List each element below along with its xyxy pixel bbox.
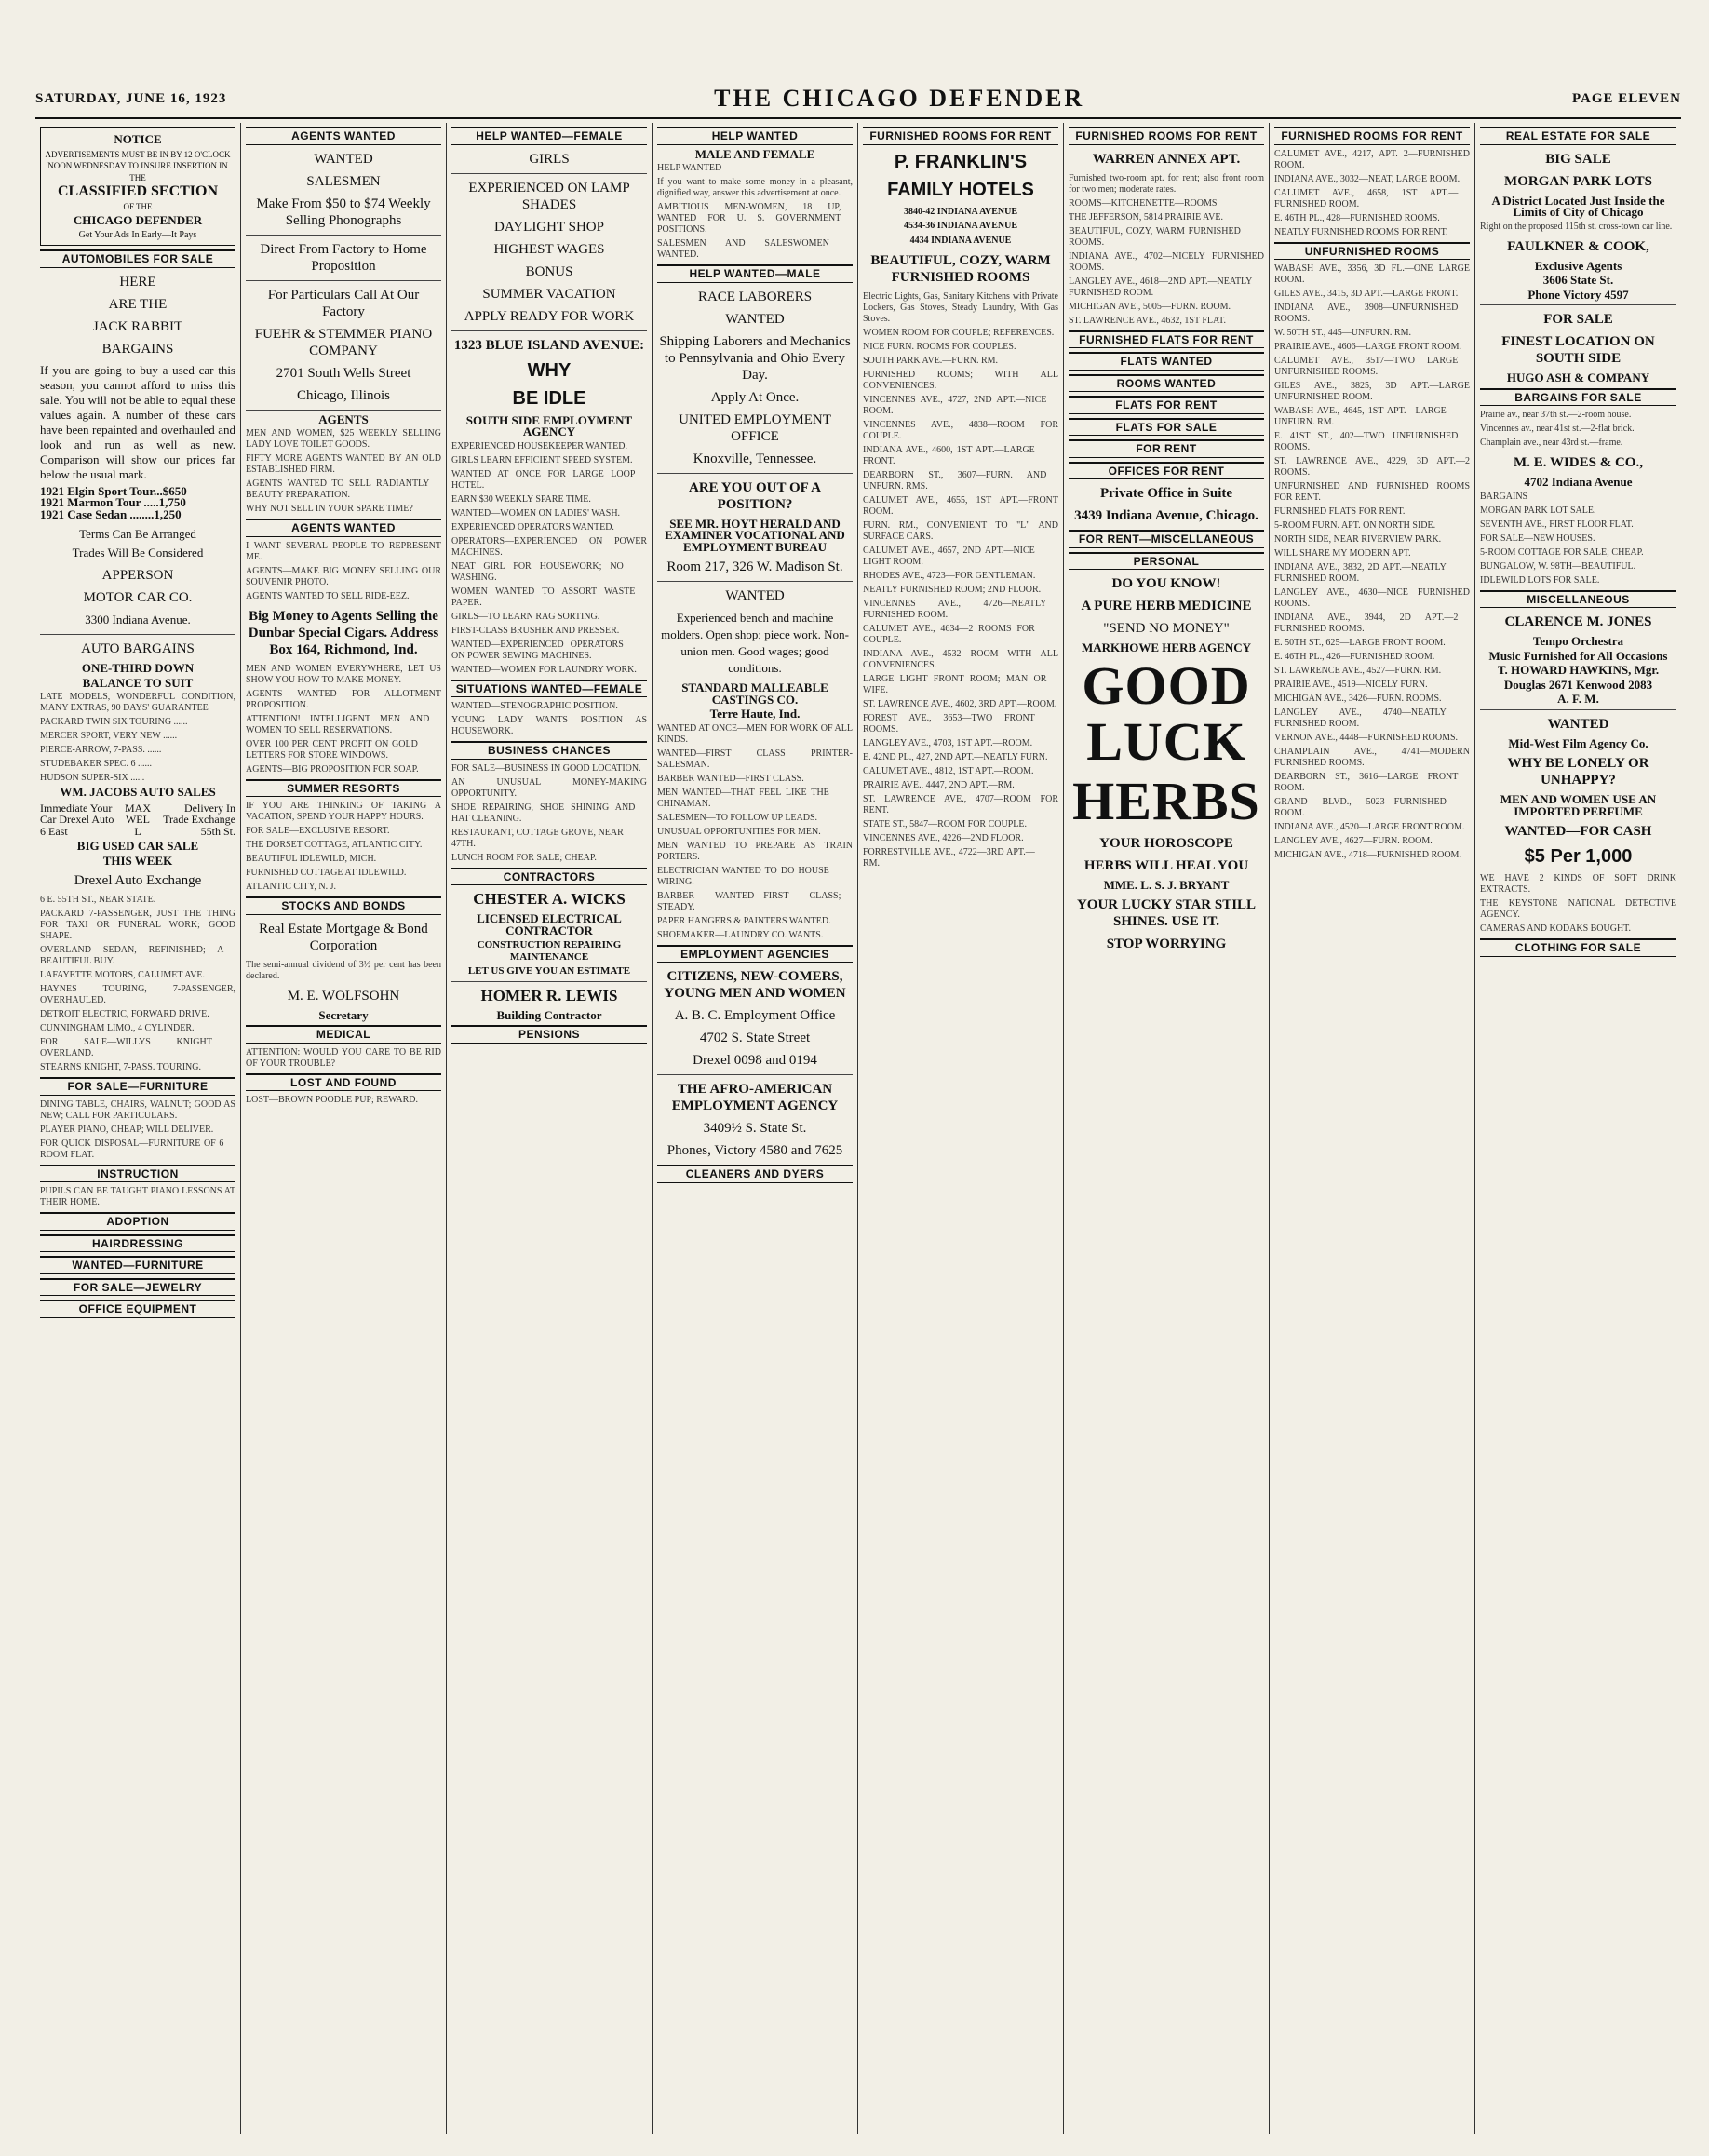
afro-american-agency: THE AFRO-AMERICAN EMPLOYMENT AGENCY (671, 1082, 839, 1113)
terre-haute: Terre Haute, Ind. (709, 707, 801, 721)
section-header-office: OFFICE EQUIPMENT (40, 1300, 235, 1318)
fuehr-city: Chicago, Illinois (297, 387, 390, 403)
franklin-addr-1: 3840-42 INDIANA AVENUE (903, 206, 1018, 217)
section-header-business: BUSINESS CHANCES (451, 741, 647, 760)
wanted-cash: WANTED—FOR CASH (1504, 824, 1652, 839)
good-luck: GOOD LUCK (1082, 654, 1251, 772)
wolfsohn: M. E. WOLFSOHN (287, 988, 400, 1004)
filler-text: IF YOU ARE THINKING OF TAKING A VACATION, SPEND YOUR HAPPY HOURS. FOR SALE—EXCLUSIVE RESORT. THE DORSET COTTAGE, ATLANTIC CITY. BEAUTIFUL IDLEWILD, MICH. FURNISHED COTTAGE AT IDLEWILD. ATLANTIC CITY, N. J. (246, 801, 441, 892)
hugo-ash: HUGO ASH & COMPANY (1506, 371, 1650, 384)
section-header-flats-wanted: FLATS WANTED (1069, 352, 1264, 371)
united-office: UNITED EMPLOYMENT OFFICE (679, 411, 831, 444)
filler-text: I WANT SEVERAL PEOPLE TO REPRESENT ME. AGENTS—MAKE BIG MONEY SELLING OUR SOUVENIR PHOTO. AGENTS WANTED TO SELL RIDE-EEZ. (246, 540, 441, 601)
secretary: Secretary (318, 1007, 369, 1022)
section-header-agents-2: AGENTS WANTED (246, 519, 441, 537)
notice-tagline: Get Your Ads In Early—It Pays (78, 229, 197, 240)
filler-text: DINING TABLE, CHAIRS, WALNUT; GOOD AS NEW; CALL FOR PARTICULARS. PLAYER PIANO, CHEAP; WILL DELIVER. FOR QUICK DISPOSAL—FURNITURE OF 6 ROOM FLAT. (40, 1098, 235, 1160)
wicks-services: CONSTRUCTION REPAIRING MAINTENANCE (477, 939, 622, 963)
filler-text: WANTED AT ONCE—MEN FOR WORK OF ALL KINDS. WANTED—FIRST CLASS PRINTER-SALESMAN. BARBER WANTED—FIRST CLASS. MEN WANTED—THAT FEEL LIKE THE CHINAMAN. SALESMEN—TO FOLLOW UP LEADS. UNUSUAL OPPORTUNITIES FOR MEN. MEN WANTED TO PREPARE AS TRAIN PORTERS. ELECTRICIAN WANTED TO DO HOUSE WIRING. BARBER WANTED—FIRST CLASS; STEADY. PAPER HANGERS & PAINTERS WANTED. SHOEMAKER—LAUNDRY CO. WANTS. (657, 722, 853, 940)
abc-address: 4702 S. State Street (699, 1031, 811, 1045)
afro-address: 3409½ S. State St. (703, 1121, 807, 1136)
jr-line2: ARE THE (108, 296, 168, 312)
filler-text: WE HAVE 2 KINDS OF SOFT DRINK EXTRACTS. THE KEYSTONE NATIONAL DETECTIVE AGENCY. CAMERAS AND KODAKS BOUGHT. (1480, 873, 1676, 934)
filler-text: MEN AND WOMEN EVERYWHERE, LET US SHOW YOU HOW TO MAKE MONEY. AGENTS WANTED FOR ALLOTMENT PROPOSITION. ATTENTION! INTELLIGENT MEN AND WOMEN TO SELL RESERVATIONS. OVER 100 PER CENT PROFIT ON GOLD LETTERS FOR STORE WINDOWS. AGENTS—BIG PROPOSITION FOR SOAP. (246, 663, 441, 775)
wides-address: 4702 Indiana Avenue (1524, 475, 1633, 489)
terms-2: Trades Will Be Considered (72, 546, 204, 559)
exclusive-agents: Exclusive Agents (1534, 258, 1622, 273)
citizens: CITIZENS, NEW-COMERS, YOUNG MEN AND WOMEN (664, 969, 846, 1001)
lucky-star: YOUR LUCKY STAR STILL SHINES. USE IT. (1076, 897, 1257, 929)
section-header-real-estate: REAL ESTATE FOR SALE (1480, 127, 1676, 145)
faulkner-cook: FAULKNER & COOK, (1507, 238, 1649, 254)
herbs: HERBS (1072, 770, 1260, 831)
bonus: BONUS (525, 263, 573, 279)
for-sale: FOR SALE (1543, 312, 1613, 327)
franklin-hotels: FAMILY HOTELS (887, 179, 1034, 200)
section-header-adoption: ADOPTION (40, 1212, 235, 1231)
filler-text: HELP WANTED If you want to make some money in a pleasant, dignified way, answer this advertisement at once. AMBITIOUS MEN-WOMEN, 18 UP, WANTED FOR U. S. GOVERNMENT POSITIONS. SALESMEN AND SALESWOMEN WANTED. (657, 163, 853, 260)
column-6 (1064, 123, 1270, 2134)
section-header-cleaners: CLEANERS AND DYERS (657, 1165, 853, 1183)
section-header-wanted-furniture: WANTED—FURNITURE (40, 1256, 235, 1274)
afm: A. F. M. (1557, 692, 1599, 706)
jacobs-auto: WM. JACOBS AUTO SALES (60, 785, 216, 799)
particulars: For Particulars Call At Our Factory (267, 287, 420, 319)
experienced: EXPERIENCED ON LAMP SHADES (468, 180, 630, 212)
notice-classified: CLASSIFIED SECTION (57, 183, 219, 199)
section-header-female: HELP WANTED—FEMALE (451, 127, 647, 145)
section-header-flats-rent: FLATS FOR RENT (1069, 396, 1264, 414)
car-2: 1921 Marmon Tour .....1,750 (40, 495, 186, 509)
section-header-automobiles: AUTOMOBILES FOR SALE (40, 249, 235, 268)
bench-molders: Experienced bench and machine molders. Open shop; piece work. Non-union men. Good wages; good conditions. (661, 611, 849, 675)
filler-text: BARGAINS MORGAN PARK LOT SALE. SEVENTH AVE., FIRST FLOOR FLAT. FOR SALE—NEW HOUSES. 5-ROOM COTTAGE FOR SALE; CHEAP. BUNGALOW, W. 98TH—BEAUTIFUL. IDLEWILD LOTS FOR SALE. (1480, 491, 1644, 586)
phones-douglas: Douglas 2671 Kenwood 2083 (1503, 677, 1653, 692)
maxwell-left: Immediate Your Car Drexel Auto 6 East (40, 801, 114, 838)
fuehr-stemmer: FUEHR & STEMMER PIANO COMPANY (254, 326, 433, 358)
wicks-estimate: LET US GIVE YOU AN ESTIMATE (467, 965, 631, 977)
section-header-for-rent: FOR RENT (1069, 439, 1264, 458)
classified-columns (35, 123, 1681, 2134)
section-header-clothing: CLOTHING FOR SALE (1480, 938, 1676, 957)
south-side-agency: SOUTH SIDE EMPLOYMENT AGENCY (465, 412, 633, 438)
faulkner-address: 3606 State St. (1542, 273, 1614, 287)
filler-text: CALUMET AVE., 4217, APT. 2—FURNISHED ROOM. INDIANA AVE., 3032—NEAT, LARGE ROOM. CALUMET AVE., 4658, 1ST APT.—FURNISHED ROOM. E. 46TH PL., 428—FURNISHED ROOMS. NEATLY FURNISHED ROOMS FOR RENT. (1274, 148, 1470, 237)
filler-text: WANTED—STENOGRAPHIC POSITION. YOUNG LADY WANTS POSITION AS HOUSEWORK. (451, 701, 647, 736)
jr-text: If you are going to buy a used car this season, you cannot afford to miss this sale. You will not be able to equal these values again. A number of these cars have been repainted and overhauled and look and run as well as new. Comparison will show our prices far below the usual mark. (40, 362, 235, 481)
newspaper-title: THE CHICAGO DEFENDER (714, 85, 1085, 112)
filler-text: EXPERIENCED HOUSEKEEPER WANTED. GIRLS LEARN EFFICIENT SPEED SYSTEM. WANTED AT ONCE FOR LARGE LOOP HOTEL. EARN $30 WEEKLY SPARE TIME. WANTED—WOMEN ON LADIES' WASH. EXPERIENCED OPERATORS WANTED. OPERATORS—EXPERIENCED ON POWER MACHINES. NEAT GIRL FOR HOUSEWORK; NO WASHING. WOMEN WANTED TO ASSORT WASTE PAPER. GIRLS—TO LEARN RAG SORTING. FIRST-CLASS BRUSHER AND PRESSER. WANTED—EXPERIENCED OPERATORS ON POWER SEWING MACHINES. WANTED—WOMEN FOR LAUNDRY WORK. (451, 440, 647, 675)
section-header-employment: EMPLOYMENT AGENCIES (657, 945, 853, 963)
indiana-avenue: 3439 Indiana Avenue, Chicago. (1074, 508, 1258, 523)
filler-text: Right on the proposed 115th st. cross-town car line. (1480, 221, 1673, 232)
section-header-unfurnished: UNFURNISHED ROOMS (1274, 242, 1470, 261)
section-header-instruction: INSTRUCTION (40, 1165, 235, 1183)
section-header-furnished-6: FURNISHED ROOMS FOR RENT (1069, 127, 1264, 145)
shipping-laborers: Shipping Laborers and Mechanics to Pennsylvania and Ohio Every Day. (659, 333, 851, 383)
district: A District Located Just Inside the Limits of City of Chicago (1491, 193, 1665, 219)
franklin-name: P. FRANKLIN'S (894, 151, 1028, 172)
filler-text: LOST—BROWN POODLE PUP; REWARD. (246, 1095, 419, 1105)
do-you-know: DO YOU KNOW! (1111, 576, 1221, 591)
maxwell-right: Delivery In Trade Exchange 55th St. (163, 801, 235, 838)
section-header-furniture: FOR SALE—FURNITURE (40, 1077, 235, 1096)
section-header-furnished-7: FURNISHED ROOMS FOR RENT (1274, 127, 1470, 145)
notice-text: ADVERTISEMENTS MUST BE IN BY 12 O'CLOCK NOON WEDNESDAY TO INSURE INSERTION IN THE (45, 149, 231, 182)
music-occasions: Music Furnished for All Occasions (1488, 648, 1668, 663)
notice-of: OF THE (123, 201, 153, 211)
column-4 (653, 123, 858, 2134)
midwest-film: Mid-West Film Agency Co. (1508, 735, 1648, 750)
direct-factory: Direct From Factory to Home Proposition (260, 241, 427, 274)
section-header-pensions: PENSIONS (451, 1025, 647, 1044)
filler-text: MEN AND WOMEN, $25 WEEKLY SELLING LADY LOVE TOILET GOODS. FIFTY MORE AGENTS WANTED BY AN OLD ESTABLISHED FIRM. AGENTS WANTED TO SELL RADIANTLY BEAUTY PREPARATION. WHY NOT SELL IN YOUR SPARE TIME? (246, 428, 441, 514)
why-lonely: WHY BE LONELY OR UNHAPPY? (1507, 756, 1649, 788)
lewis-title: Building Contractor (496, 1007, 602, 1022)
male-female: MALE AND FEMALE (694, 146, 815, 161)
bargain-1: AUTO BARGAINS (81, 641, 195, 656)
filler-text: LATE MODELS, WONDERFUL CONDITION, MANY EXTRAS, 90 DAYS' GUARANTEE PACKARD TWIN SIX TOURING ...... MERCER SPORT, VERY NEW ...... PIERCE-ARROW, 7-PASS. ...... STUDEBAKER SPEC. 6 ...... HUDSON SUPER-SIX ...... (40, 692, 235, 783)
notice-paper: CHICAGO DEFENDER (73, 213, 203, 227)
column-1 (35, 123, 241, 2134)
section-header-medical: MEDICAL (246, 1025, 441, 1044)
jr-line1: HERE (119, 274, 156, 290)
stop-worrying: STOP WORRYING (1106, 937, 1227, 951)
room-217: Room 217, 326 W. Madison St. (666, 559, 843, 574)
knoxville: Knoxville, Tennessee. (693, 451, 817, 466)
make-money: Make From $50 to $74 Weekly Selling Phonographs (256, 195, 431, 228)
herbs-heal: HERBS WILL HEAL YOU (1083, 857, 1249, 873)
car-1: 1921 Elgin Sport Tour...$650 (40, 483, 187, 498)
wides-co: M. E. WIDES & CO., (1514, 455, 1643, 470)
section-header-rent-misc: FOR RENT—MISCELLANEOUS (1069, 530, 1264, 548)
blue-island: 1323 BLUE ISLAND AVENUE: (453, 337, 645, 353)
wanted: WANTED (314, 151, 373, 167)
abc-phones: Drexel 0098 and 0194 (693, 1053, 817, 1068)
filler-text: Prairie av., near 37th st.—2-room house. Vincennes av., near 41st st.—2-flat brick. Champlain ave., near 43rd st.—frame. (1480, 410, 1635, 448)
bargain-2: ONE-THIRD DOWN (81, 661, 195, 675)
horoscope: YOUR HOROSCOPE (1099, 835, 1233, 851)
beautiful-rooms: BEAUTIFUL, COZY, WARM FURNISHED ROOMS (870, 253, 1051, 285)
markhowe-agency: MARKHOWE HERB AGENCY (1081, 640, 1251, 654)
column-2 (241, 123, 447, 2134)
column-7 (1270, 123, 1475, 2134)
column-5 (858, 123, 1064, 2134)
column-8 (1475, 123, 1681, 2134)
section-header-furnished-flats: FURNISHED FLATS FOR RENT (1069, 330, 1264, 349)
notice-box (40, 127, 235, 246)
notice-title: NOTICE (114, 132, 162, 146)
section-header-help: HELP WANTED (657, 127, 853, 145)
girls: GIRLS (529, 151, 570, 167)
bargain-3: BALANCE TO SUIT (82, 675, 194, 690)
private-office: Private Office in Suite (1099, 486, 1233, 501)
pure-herb: A PURE HERB MEDICINE (1081, 599, 1252, 613)
filler-text: WABASH AVE., 3356, 3D FL.—ONE LARGE ROOM. GILES AVE., 3415, 3D APT.—LARGE FRONT. INDIANA AVE., 3908—UNFURNISHED ROOMS. W. 50TH ST., 445—UNFURN. RM. PRAIRIE AVE., 4606—LARGE FRONT ROOM. CALUMET AVE., 3517—TWO LARGE UNFURNISHED ROOMS. GILES AVE., 3825, 3D APT.—LARGE UNFURNISHED ROOM. WABASH AVE., 4645, 1ST APT.—LARGE UNFURN. RM. E. 41ST ST., 402—TWO UNFURNISHED ROOMS. ST. LAWRENCE AVE., 4229, 3D APT.—2 ROOMS. UNFURNISHED AND FURNISHED ROOMS FOR RENT. FURNISHED FLATS FOR RENT. 5-ROOM FURN. APT. ON NORTH SIDE. NORTH SIDE, NEAR RIVERVIEW PARK. WILL SHARE MY MODERN APT. INDIANA AVE., 3832, 2D APT.—NEATLY FURNISHED ROOM. LANGLEY AVE., 4630—NICE FURNISHED ROOMS. INDIANA AVE., 3944, 2D APT.—2 FURNISHED ROOMS. E. 50TH ST., 625—LARGE FRONT ROOM. E. 46TH PL., 426—FURNISHED ROOM. ST. LAWRENCE AVE., 4527—FURN. RM. PRAIRIE AVE., 4519—NICELY FURN. MICHIGAN AVE., 3426—FURN. ROOMS. LANGLEY AVE., 4740—NEATLY FURNISHED ROOM. VERNON AVE., 4448—FURNISHED ROOMS. CHAMPLAIN AVE., 4741—MODERN FURNISHED ROOMS. DEARBORN ST., 3616—LARGE FRONT ROOM. GRAND BLVD., 5023—FURNISHED ROOM. INDIANA AVE., 4520—LARGE FRONT ROOM. LANGLEY AVE., 4627—FURN. ROOM. MICHIGAN AVE., 4718—FURNISHED ROOM. (1274, 263, 1470, 860)
wicks-licensed: LICENSED ELECTRICAL CONTRACTOR (477, 911, 622, 937)
see-mr-hoyt: SEE MR. HOYT HERALD AND EXAMINER VOCATIONAL AND EMPLOYMENT BUREAU (665, 516, 845, 554)
finest-location: FINEST LOCATION ON SOUTH SIDE (1501, 334, 1655, 366)
section-header-agents: AGENTS WANTED (246, 127, 441, 145)
jr-line3: JACK RABBIT (92, 318, 183, 334)
section-header-contractors: CONTRACTORS (451, 868, 647, 886)
masthead (35, 80, 1681, 119)
section-header-hairdressing: HAIRDRESSING (40, 1234, 235, 1253)
faulkner-phone: Phone Victory 4597 (1527, 287, 1629, 302)
abc-office: A. B. C. Employment Office (674, 1008, 836, 1023)
filler-text: FOR SALE—BUSINESS IN GOOD LOCATION. AN UNUSUAL MONEY-MAKING OPPORTUNITY. SHOE REPAIRING, SHOE SHINING AND HAT CLEANING. RESTAURANT, COTTAGE GROVE, NEAR 47TH. LUNCH ROOM FOR SALE; CHEAP. (451, 762, 647, 863)
hawkins: T. HOWARD HAWKINS, Mgr. (1497, 663, 1660, 677)
big-used-1: BIG USED CAR SALE (76, 839, 199, 853)
per-thousand: $5 Per 1,000 (1524, 846, 1633, 867)
issue-date: SATURDAY, JUNE 16, 1923 (35, 90, 227, 106)
wanted-molders: WANTED (725, 588, 785, 603)
maxwell-ad (40, 802, 235, 838)
terms-1: Terms Can Be Arranged (79, 527, 196, 541)
franklin-addr-3: 4434 INDIANA AVENUE (909, 235, 1012, 246)
section-header-jewelry: FOR SALE—JEWELRY (40, 1278, 235, 1297)
jr-line4: BARGAINS (101, 341, 174, 357)
lewis-name: HOMER R. LEWIS (480, 986, 618, 1004)
franklin-addr-2: 4534-36 INDIANA AVENUE (903, 221, 1018, 231)
agents-label: AGENTS (318, 411, 369, 426)
race-laborers: RACE LABORERS (697, 289, 813, 304)
section-header-lost: LOST AND FOUND (246, 1073, 441, 1092)
tempo-orchestra: Tempo Orchestra (1532, 634, 1624, 648)
warren-annex: WARREN ANNEX APT. (1092, 151, 1241, 167)
section-header-stocks: STOCKS AND BONDS (246, 896, 441, 915)
section-header-personal: PERSONAL (1069, 552, 1264, 571)
filler-text: PUPILS CAN BE TAUGHT PIANO LESSONS AT THEIR HOME. (40, 1186, 235, 1207)
page-number: PAGE ELEVEN (1571, 90, 1681, 106)
section-header-rooms-wanted: ROOMS WANTED (1069, 374, 1264, 393)
bryant: MME. L. S. J. BRYANT (1103, 877, 1230, 892)
out-of-position: ARE YOU OUT OF A POSITION? (689, 479, 821, 512)
section-header-offices: OFFICES FOR RENT (1069, 462, 1264, 480)
apperson-3: 3300 Indiana Avenue. (85, 613, 191, 627)
filler-text: Furnished two-room apt. for rent; also front room for two men; moderate rates. ROOMS—KITCHENETTE—ROOMS THE JEFFERSON, 5814 PRAIRIE AVE. BEAUTIFUL, COZY, WARM FURNISHED ROOMS. INDIANA AVE., 4702—NICELY FURNISHED ROOMS. LANGLEY AVE., 4618—2ND APT.—NEATLY FURNISHED ROOM. MICHIGAN AVE., 5005—FURN. ROOM. ST. LAWRENCE AVE., 4632, 1ST FLAT. (1069, 172, 1264, 326)
summer-vacation: SUMMER VACATION (482, 286, 616, 302)
morgan-park: MORGAN PARK LOTS (1504, 173, 1652, 189)
fuehr-address: 2701 South Wells Street (276, 365, 411, 381)
section-header-summer: SUMMER RESORTS (246, 779, 441, 798)
column-3 (447, 123, 653, 2134)
big-used-2: THIS WEEK (102, 853, 173, 868)
apply-once: Apply At Once. (710, 389, 800, 405)
section-header-flats-sale: FLATS FOR SALE (1069, 418, 1264, 437)
highest-wages: HIGHEST WAGES (493, 241, 605, 257)
section-header-furnished-5: FURNISHED ROOMS FOR RENT (863, 127, 1058, 145)
section-header-situations: SITUATIONS WANTED—FEMALE (451, 680, 647, 698)
filler-text: ATTENTION: WOULD YOU CARE TO BE RID OF YOUR TROUBLE? (246, 1046, 441, 1069)
big-money-cigars: Big Money to Agents Selling the Dunbar Special Cigars. Address Box 164, Richmond, Ind. (248, 608, 439, 657)
wicks-name: CHESTER A. WICKS (473, 890, 626, 908)
afro-phones: Phones, Victory 4580 and 7625 (666, 1143, 843, 1158)
clarence-jones: CLARENCE M. JONES (1504, 614, 1652, 629)
apperson-1: APPERSON (101, 568, 174, 583)
apply-ready: APPLY READY FOR WORK (464, 308, 635, 324)
drexel-exchange: Drexel Auto Exchange (74, 873, 202, 888)
apperson-2: MOTOR CAR CO. (83, 590, 193, 605)
filler-text: 6 E. 55TH ST., NEAR STATE. PACKARD 7-PASSENGER, JUST THE THING FOR TAXI OR FUNERAL WORK; GOOD SHAPE. OVERLAND SEDAN, REFINISHED; A BEAUTIFUL BUY. LAFAYETTE MOTORS, CALUMET AVE. HAYNES TOURING, 7-PASSENGER, OVERHAULED. DETROIT ELECTRIC, FORWARD DRIVE. CUNNINGHAM LIMO., 4 CYLINDER. FOR SALE—WILLYS KNIGHT OVERLAND. STEARNS KNIGHT, 7-PASS. TOURING. (40, 895, 235, 1072)
salesmen: SALESMEN (306, 173, 381, 189)
send-no-money: "SEND NO MONEY" (1103, 621, 1230, 636)
filler-text: Electric Lights, Gas, Sanitary Kitchens with Private Lockers, Gas Stoves, Steady Laundry, With Gas Stoves. WOMEN ROOM FOR COUPLE; REFERENCES. NICE FURN. ROOMS FOR COUPLES. SOUTH PARK AVE.—FURN. RM. FURNISHED ROOMS; WITH ALL CONVENIENCES. VINCENNES AVE., 4727, 2ND APT.—NICE ROOM. VINCENNES AVE., 4838—ROOM FOR COUPLE. INDIANA AVE., 4600, 1ST APT.—LARGE FRONT. DEARBORN ST., 3607—FURN. AND UNFURN. RMS. CALUMET AVE., 4655, 1ST APT.—FRONT ROOM. FURN. RM., CONVENIENT TO "L" AND SURFACE CARS. CALUMET AVE., 4657, 2ND APT.—NICE LIGHT ROOM. RHODES AVE., 4723—FOR GENTLEMAN. NEATLY FURNISHED ROOM; 2ND FLOOR. VINCENNES AVE., 4726—NEATLY FURNISHED ROOM. CALUMET AVE., 4634—2 ROOMS FOR COUPLE. INDIANA AVE., 4532—ROOM WITH ALL CONVENIENCES. LARGE LIGHT FRONT ROOM; MAN OR WIFE. ST. LAWRENCE AVE., 4602, 3RD APT.—ROOM. FOREST AVE., 3653—TWO FRONT ROOMS. LANGLEY AVE., 4703, 1ST APT.—ROOM. E. 42ND PL., 427, 2ND APT.—NEATLY FURN. CALUMET AVE., 4812, 1ST APT.—ROOM. PRAIRIE AVE., 4447, 2ND APT.—RM. ST. LAWRENCE AVE., 4707—ROOM FOR RENT. STATE ST., 5847—ROOM FOR COUPLE. VINCENNES AVE., 4226—2ND FLOOR. FORRESTVILLE AVE., 4722—3RD APT.—RM. (863, 291, 1058, 869)
imported-perfume: MEN AND WOMEN USE AN IMPORTED PERFUME (1500, 792, 1657, 818)
real-estate-mortgage: Real Estate Mortgage & Bond Corporation (259, 921, 428, 953)
car-3: 1921 Case Sedan ........1,250 (40, 506, 182, 521)
wanted-misc: WANTED (1547, 716, 1609, 732)
standard-malleable: STANDARD MALLEABLE CASTINGS CO. (681, 680, 828, 707)
section-header-male: HELP WANTED—MALE (657, 264, 853, 283)
big-sale: BIG SALE (1545, 151, 1611, 167)
daylight-shop: DAYLIGHT SHOP (494, 219, 604, 235)
be-idle: BE IDLE (512, 387, 586, 409)
section-header-bargains: BARGAINS FOR SALE (1480, 388, 1676, 407)
section-header-misc: MISCELLANEOUS (1480, 590, 1676, 609)
wanted-laborers: WANTED (725, 311, 785, 327)
maxwell-word: MAXWELL (124, 801, 151, 838)
filler-text: The semi-annual dividend of 3½ per cent has been declared. (246, 959, 441, 981)
why: WHY (527, 359, 572, 381)
